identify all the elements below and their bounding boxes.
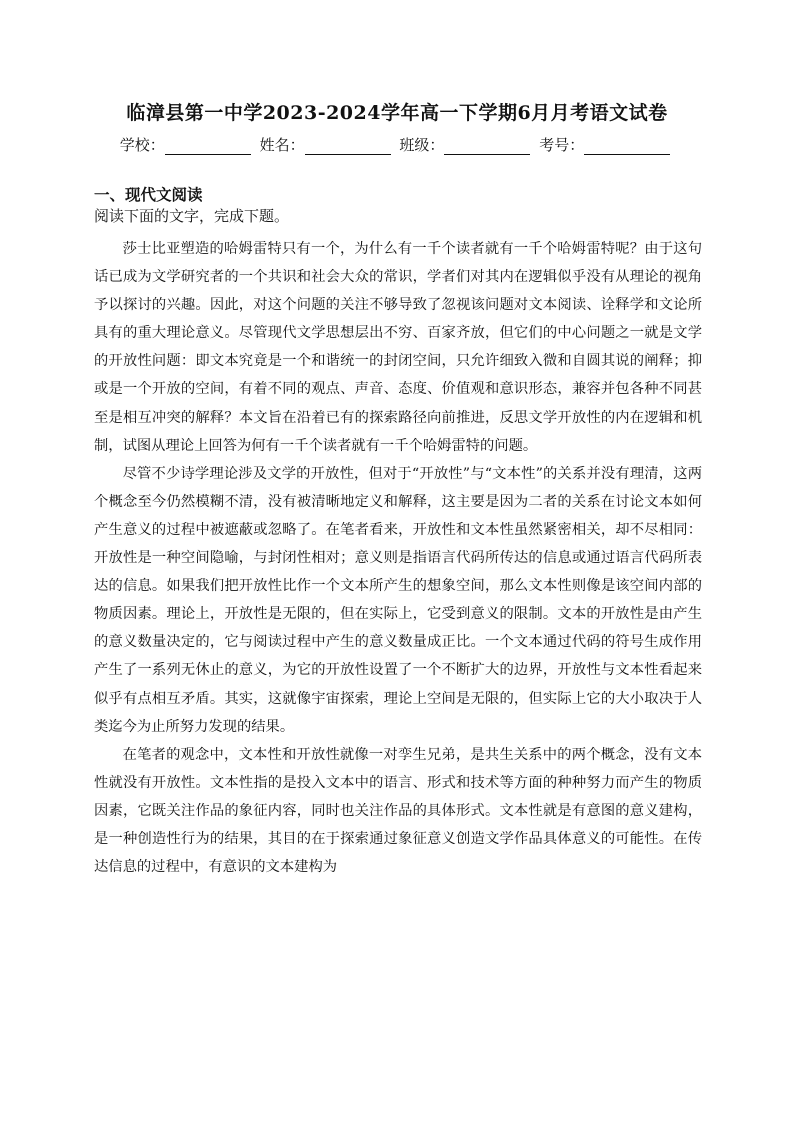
school-blank — [165, 140, 251, 155]
section-heading: 一、现代文阅读 — [94, 186, 203, 204]
page-title: 临漳县第一中学2023-2024学年高一下学期6月月考语文试卷 — [126, 102, 668, 124]
passage-paragraph: 莎士比亚塑造的哈姆雷特只有一个，为什么有一千个读者就有一千个哈姆雷特呢？由于这句话已成为文学研究者的一个共识和社会大众的常识，学者们对其内在逻辑似乎没有从理论的视角予以探讨的兴趣。因此，对这个问题的关注不够导致了忽视该问题对文本阅读、诠释学和文论所具有的重大理论意义。尽管现代文学思想层出不穷、百家齐放，但它们的中心问题之一就是文学的开放性问题：即文本究竟是一个和谐统一的封闭空间，只允许细致入微和自圆其说的阐释；抑或是一个开放的空间，有着不同的观点、声音、态度、价值观和意识形态，兼容并包各种不同甚至是相互冲突的解释？本文旨在沿着已有的探索路径向前推进，反思文学开放性的内在逻辑和机制，试图从理论上回答为何有一千个读者就有一千个哈姆雷特的问题。 — [94, 241, 702, 454]
student-info-line — [0, 134, 794, 155]
name-blank — [305, 140, 391, 155]
school-label: 学校： — [119, 136, 165, 154]
exam-number-blank — [584, 140, 670, 155]
class-label: 班级： — [399, 136, 445, 154]
name-label: 姓名： — [259, 136, 305, 154]
class-blank — [444, 140, 530, 155]
reading-passage — [94, 235, 702, 881]
reading-instruction: 阅读下面的文字，完成下题。 — [94, 207, 290, 225]
exam-number-label: 考号： — [539, 136, 585, 154]
passage-paragraph: 尽管不少诗学理论涉及文学的开放性，但对于“开放性”与“文本性”的关系并没有理清，这两个概念至今仍然模糊不清，没有被清晰地定义和解释，这主要是因为二者的关系在讨论文本如何产生意义的过程中被遮蔽或忽略了。在笔者看来，开放性和文本性虽然紧密相关，却不尽相同：开放性是一种空间隐喻，与封闭性相对；意义则是指语言代码所传达的信息或通过语言代码所表达的信息。如果我们把开放性比作一个文本所产生的想象空间，那么文本性则像是该空间内部的物质因素。理论上，开放性是无限的，但在实际上，它受到意义的限制。文本的开放性是由产生的意义数量决定的，它与阅读过程中产生的意义数量成正比。一个文本通过代码的符号生成作用产生了一系列无休止的意义，为它的开放性设置了一个不断扩大的边界，开放性与文本性看起来似乎有点相互矛盾。其实，这就像宇宙探索，理论上空间是无限的，但实际上它的大小取决于人类迄今为止所努力发现的结果。 — [94, 465, 702, 735]
passage-paragraph: 在笔者的观念中，文本性和开放性就像一对孪生兄弟，是共生关系中的两个概念，没有文本性就没有开放性。文本性指的是投入文本中的语言、形式和技术等方面的种种努力而产生的物质因素，它既关注作品的象征内容，同时也关注作品的具体形式。文本性就是有意图的意义建构，是一种创造性行为的结果，其目的在于探索通过象征意义创造文学作品具体意义的可能性。在传达信息的过程中，有意识的文本建构为 — [94, 746, 702, 876]
